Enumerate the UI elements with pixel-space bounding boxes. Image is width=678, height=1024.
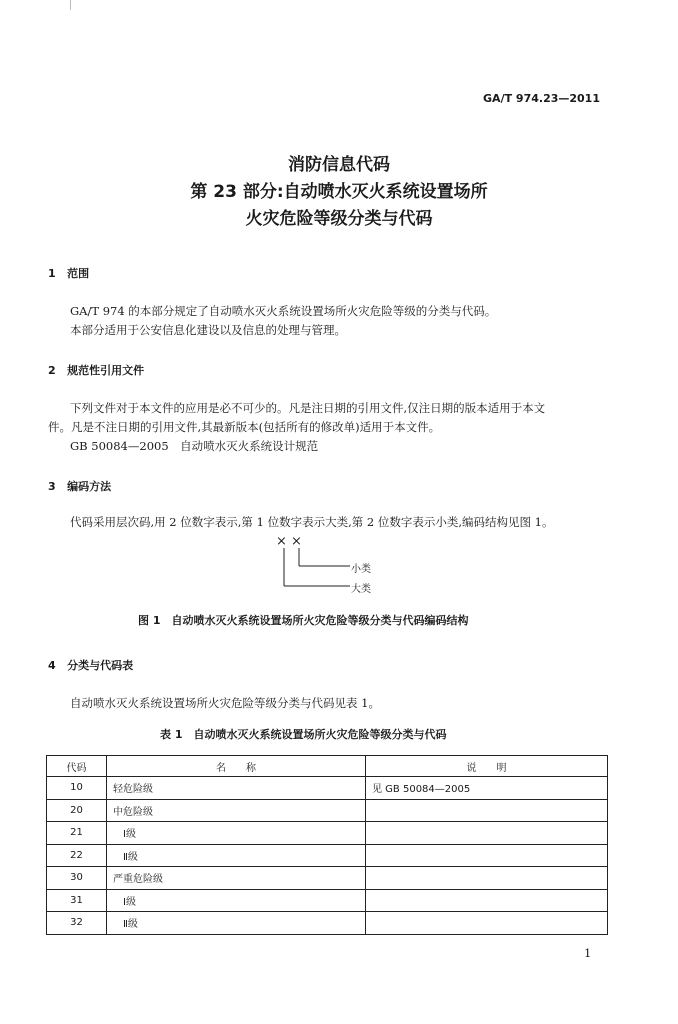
section-number: 1 <box>48 267 56 280</box>
row-note <box>366 912 608 935</box>
section-number: 4 <box>48 659 56 672</box>
section-1-heading <box>48 265 89 281</box>
big-class-label: 大类 <box>351 584 371 595</box>
header-code: 代码 <box>47 756 107 777</box>
section-number: 3 <box>48 480 56 493</box>
title-line-2: 第 23 部分:自动喷水灭火系统设置场所 <box>190 182 488 202</box>
section-title: 范围 <box>67 267 90 280</box>
section-title: 分类与代码表 <box>67 659 134 672</box>
table-row <box>47 822 608 845</box>
row-note <box>366 844 608 867</box>
table-row <box>47 912 608 935</box>
row-name: Ⅱ级 <box>107 844 366 867</box>
row-name: Ⅰ级 <box>107 889 366 912</box>
section-3-heading <box>48 478 111 494</box>
code-structure-diagram <box>270 546 360 594</box>
row-name: Ⅰ级 <box>107 822 366 845</box>
table-caption: 表 1 自动喷水灭火系统设置场所火灾危险等级分类与代码 <box>160 728 447 741</box>
standard-number: GA/T 974.23—2011 <box>483 92 600 105</box>
section-title: 编码方法 <box>67 480 112 493</box>
row-code: 21 <box>47 822 107 845</box>
figure-caption: 图 1 自动喷水灭火系统设置场所火灾危险等级分类与代码编码结构 <box>138 614 469 627</box>
section-number: 2 <box>48 364 56 377</box>
table-header-row <box>47 756 608 777</box>
row-code: 30 <box>47 867 107 890</box>
normative-reference: GB 50084—2005 自动喷水灭火系统设计规范 <box>70 439 319 453</box>
title-line-1: 消防信息代码 <box>288 155 390 175</box>
paragraph: 自动喷水灭火系统设置场所火灾危险等级分类与代码见表 1。 <box>70 696 380 710</box>
title-line-3: 火灾危险等级分类与代码 <box>245 209 433 229</box>
section-4-heading <box>48 657 133 673</box>
row-name: 中危险级 <box>107 799 366 822</box>
row-code: 22 <box>47 844 107 867</box>
paragraph: 件。凡是不注日期的引用文件,其最新版本(包括所有的修改单)适用于本文件。 <box>48 420 441 434</box>
page-number: 1 <box>584 946 592 960</box>
row-code: 20 <box>47 799 107 822</box>
row-code: 32 <box>47 912 107 935</box>
paragraph: GA/T 974 的本部分规定了自动喷水灭火系统设置场所火灾危险等级的分类与代码。 <box>70 304 497 318</box>
row-note <box>366 822 608 845</box>
section-title: 规范性引用文件 <box>67 364 145 377</box>
paragraph: 下列文件对于本文件的应用是必不可少的。凡是注日期的引用文件,仅注日期的版本适用于本文 <box>70 401 546 415</box>
row-name: 严重危险级 <box>107 867 366 890</box>
paragraph: 代码采用层次码,用 2 位数字表示,第 1 位数字表示大类,第 2 位数字表示小类,编码结构见图 1。 <box>70 515 554 529</box>
row-code: 31 <box>47 889 107 912</box>
row-name: Ⅱ级 <box>107 912 366 935</box>
small-class-label: 小类 <box>351 564 371 575</box>
code-marks: × × <box>276 534 302 549</box>
scan-mark <box>70 0 71 10</box>
section-2-heading <box>48 362 144 378</box>
header-name: 名 称 <box>107 756 366 777</box>
row-note <box>366 889 608 912</box>
row-code: 10 <box>47 777 107 800</box>
table-row <box>47 844 608 867</box>
header-note: 说 明 <box>366 756 608 777</box>
row-name: 轻危险级 <box>107 777 366 800</box>
table-row <box>47 867 608 890</box>
table-row <box>47 889 608 912</box>
row-note: 见 GB 50084—2005 <box>366 777 608 800</box>
row-note <box>366 799 608 822</box>
classification-table <box>46 755 608 935</box>
table-row <box>47 799 608 822</box>
paragraph: 本部分适用于公安信息化建设以及信息的处理与管理。 <box>70 323 346 337</box>
table-row <box>47 777 608 800</box>
row-note <box>366 867 608 890</box>
